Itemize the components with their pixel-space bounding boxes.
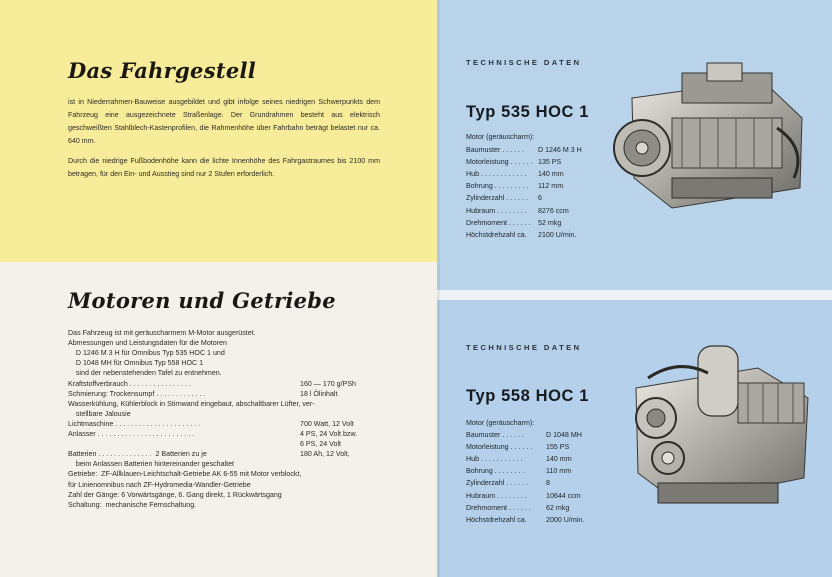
- type558-motor-heading: Motor (geräuscharm):: [466, 419, 535, 427]
- engines-spec-line: [68, 449, 408, 459]
- engines-spec-line-value: 700 Watt, 12 Volt: [300, 419, 354, 428]
- engines-title: Motoren und Getriebe: [68, 288, 336, 313]
- type558-spec-row: [466, 479, 606, 491]
- engines-spec-line: [68, 500, 408, 510]
- type558-spec-value: 155 PS: [546, 443, 570, 452]
- type558-spec-key: Hubraum . . . . . . . .: [466, 491, 527, 500]
- engines-spec-line-text: Getriebe: ZF-Allklauen-Leichtschalt-Getriebe AK 6-55 mit Motor verblockt,: [68, 470, 302, 479]
- type558-spec-value: 62 mkg: [546, 503, 570, 512]
- engines-spec-line-text: stellbare Jalousie: [68, 409, 131, 418]
- engines-spec-line: [68, 389, 408, 399]
- type535-spec-key: Hub . . . . . . . . . . . .: [466, 170, 527, 179]
- engines-spec-line: [68, 338, 408, 348]
- type535-spec-value: 52 mkg: [538, 218, 562, 227]
- engines-spec-line-text: Das Fahrzeug ist mit geräuscharmem M-Motor ausgerüstet.: [68, 329, 256, 337]
- chassis-paragraph-1: ist in Niederrahmen-Bauweise ausgebildet und gibt infolge seines niedrigen Schwerpunkts dem Fahrzeug eine ausgezeichnete Straßenlage. Der Grundrahmen besteht aus elektrisch geschweißten Stahlblech-Kastenprofilen, die Rahmenhöhe über Fahrbahn beträgt belastet nur ca. 640 mm.: [68, 98, 380, 145]
- engine-558-photo-icon: [618, 338, 814, 510]
- engines-spec-line: [68, 419, 408, 429]
- type558-spec-key: Motorleistung . . . . . .: [466, 443, 533, 452]
- type558-spec-key: Höchstdrehzahl ca.: [466, 515, 527, 524]
- type558-spec-value: D 1048 MH: [546, 431, 582, 439]
- type535-spec-value: 2100 U/min.: [538, 230, 577, 239]
- engines-spec-line-text: Schaltung: mechanische Fernschaltung.: [68, 500, 197, 509]
- type535-spec-value: 112 mm: [538, 182, 564, 191]
- type535-motor-heading: Motor (geräuscharm):: [466, 133, 535, 141]
- type535-spec-row: [466, 158, 606, 170]
- type558-spec-value: 8: [546, 479, 550, 488]
- engines-spec-line: [68, 409, 408, 419]
- type535-spec-key: Zylinderzahl . . . . . .: [466, 194, 528, 203]
- engines-spec-line-value: 18 l Ölinhalt: [300, 389, 338, 398]
- engines-spec-line-text: Zahl der Gänge: 6 Vorwärtsgänge, 6. Gang direkt, 1 Rückwärtsgang: [68, 490, 282, 499]
- type558-spec-row: [466, 504, 606, 516]
- type535-spec-value: 6: [538, 194, 542, 203]
- type558-title: Typ 558 HOC 1: [466, 387, 590, 405]
- type535-title: Typ 535 HOC 1: [466, 103, 590, 121]
- engines-spec-line-text: für Linienomnibus nach ZF-Hydromedia-Wandler-Getriebe: [68, 480, 251, 489]
- engines-spec-line-text: Abmessungen und Leistungsdaten für die Motoren: [68, 339, 227, 348]
- type558-spec-key: Zylinderzahl . . . . . .: [466, 479, 528, 488]
- engines-spec-line-value: 4 PS, 24 Volt bzw.: [300, 430, 358, 438]
- type535-spec-row: [466, 194, 606, 206]
- engines-spec-line-text: Kraftstoffverbrauch . . . . . . . . . . . . . . . .: [68, 379, 191, 388]
- page-fold: [437, 0, 440, 577]
- engines-spec-line: [68, 368, 408, 378]
- type535-spec-row: [466, 231, 606, 243]
- type558-spec-row: [466, 431, 606, 443]
- type558-spec-key: Drehmoment . . . . . .: [466, 503, 531, 512]
- engines-spec-line: [68, 490, 408, 500]
- type558-spec-key: Hub . . . . . . . . . . .: [466, 455, 523, 464]
- engines-spec-line-text: beim Anlassen Batterien hintereinander geschaltet: [68, 460, 235, 469]
- type558-spec-key: Baumuster . . . . . .: [466, 431, 524, 439]
- engines-spec-line-value: 160 — 170 g/PSh: [300, 379, 357, 388]
- type535-spec-row: [466, 170, 606, 182]
- engines-spec-line: [68, 328, 408, 338]
- chassis-paragraph-2: Durch die niedrige Fußbodenhöhe kann die lichte Innenhöhe des Fahrgastraumes bis 2100 mm betragen, für den Ein- und Ausstieg sind nur 2 Stufen erforderlich.: [68, 157, 380, 178]
- engines-spec-line-text: D 1246 M 3 H für Omnibus Typ 535 HOC 1 und: [68, 349, 225, 358]
- type535-spec-value: D 1246 M 3 H: [538, 146, 582, 154]
- type535-spec-key: Hubraum . . . . . . . .: [466, 206, 527, 215]
- type558-spec-value: 110 mm: [546, 467, 572, 476]
- engines-spec-line-value: 6 PS, 24 Volt: [300, 440, 342, 449]
- engines-spec-line: [68, 459, 408, 469]
- type535-spec-row: [466, 182, 606, 194]
- engines-spec-line: [68, 480, 408, 490]
- type535-spec-row: [466, 219, 606, 231]
- engines-spec-line: [68, 429, 408, 439]
- engines-spec-line: [68, 358, 408, 368]
- type535-tech-label: TECHNISCHE DATEN: [466, 58, 582, 67]
- type535-spec-key: Drehmoment . . . . . .: [466, 218, 531, 227]
- engines-spec-line: [68, 348, 408, 358]
- engines-spec-line: [68, 469, 408, 479]
- type558-spec-value: 2000 U/min.: [546, 515, 585, 524]
- engine-535-photo-icon: [612, 58, 812, 218]
- engines-spec-line-text: Batterien . . . . . . . . . . . . . . 2 Batterien zu je: [68, 450, 207, 459]
- type535-spec-row: [466, 146, 606, 158]
- engines-spec-line: [68, 399, 408, 409]
- type535-spec-value: 135 PS: [538, 158, 562, 167]
- type558-spec-value: 140 mm: [546, 455, 572, 464]
- type535-spec-key: Motorleistung . . . . . .: [466, 158, 533, 167]
- type535-spec-row: [466, 207, 606, 219]
- type558-spec-row: [466, 467, 606, 479]
- type558-spec-row: [466, 455, 606, 467]
- engines-spec-line-text: Anlasser . . . . . . . . . . . . . . . . . . . . . . . . .: [68, 430, 195, 438]
- type558-spec-row: [466, 443, 606, 455]
- type558-tech-label: TECHNISCHE DATEN: [466, 343, 582, 352]
- engines-spec-line-text: sind der nebenstehenden Tafel zu entnehmen.: [68, 369, 222, 378]
- chassis-title: Das Fahrgestell: [68, 58, 257, 83]
- type535-spec-value: 8276 ccm: [538, 206, 569, 215]
- panel-divider: [437, 290, 832, 300]
- type558-spec-row: [466, 516, 606, 528]
- type558-spec-row: [466, 492, 606, 504]
- engines-spec-line: [68, 379, 408, 389]
- engines-spec-line-text: D 1048 MH für Omnibus Typ 558 HOC 1: [68, 359, 204, 368]
- type535-spec-key: Bohrung . . . . . . . . .: [466, 182, 529, 191]
- engines-spec-line-text: Lichtmaschine . . . . . . . . . . . . . . . . . . . . . .: [68, 419, 201, 428]
- type535-spec-value: 140 mm: [538, 170, 564, 179]
- type535-spec-key: Baumuster . . . . . .: [466, 146, 524, 154]
- type558-spec-key: Bohrung . . . . . . . .: [466, 467, 525, 476]
- type535-spec-key: Höchstdrehzahl ca.: [466, 230, 527, 239]
- engines-spec-line-text: Wasserkühlung, Kühlerblock in Stirnwand eingebaut, abschaltbarer Lüfter, ver-: [68, 399, 315, 408]
- engines-spec-line-value: 180 Ah, 12 Volt,: [300, 450, 350, 459]
- type558-spec-value: 10644 ccm: [546, 491, 581, 500]
- engines-spec-line-text: Schmierung: Trockensumpf . . . . . . . . . . . . .: [68, 389, 206, 398]
